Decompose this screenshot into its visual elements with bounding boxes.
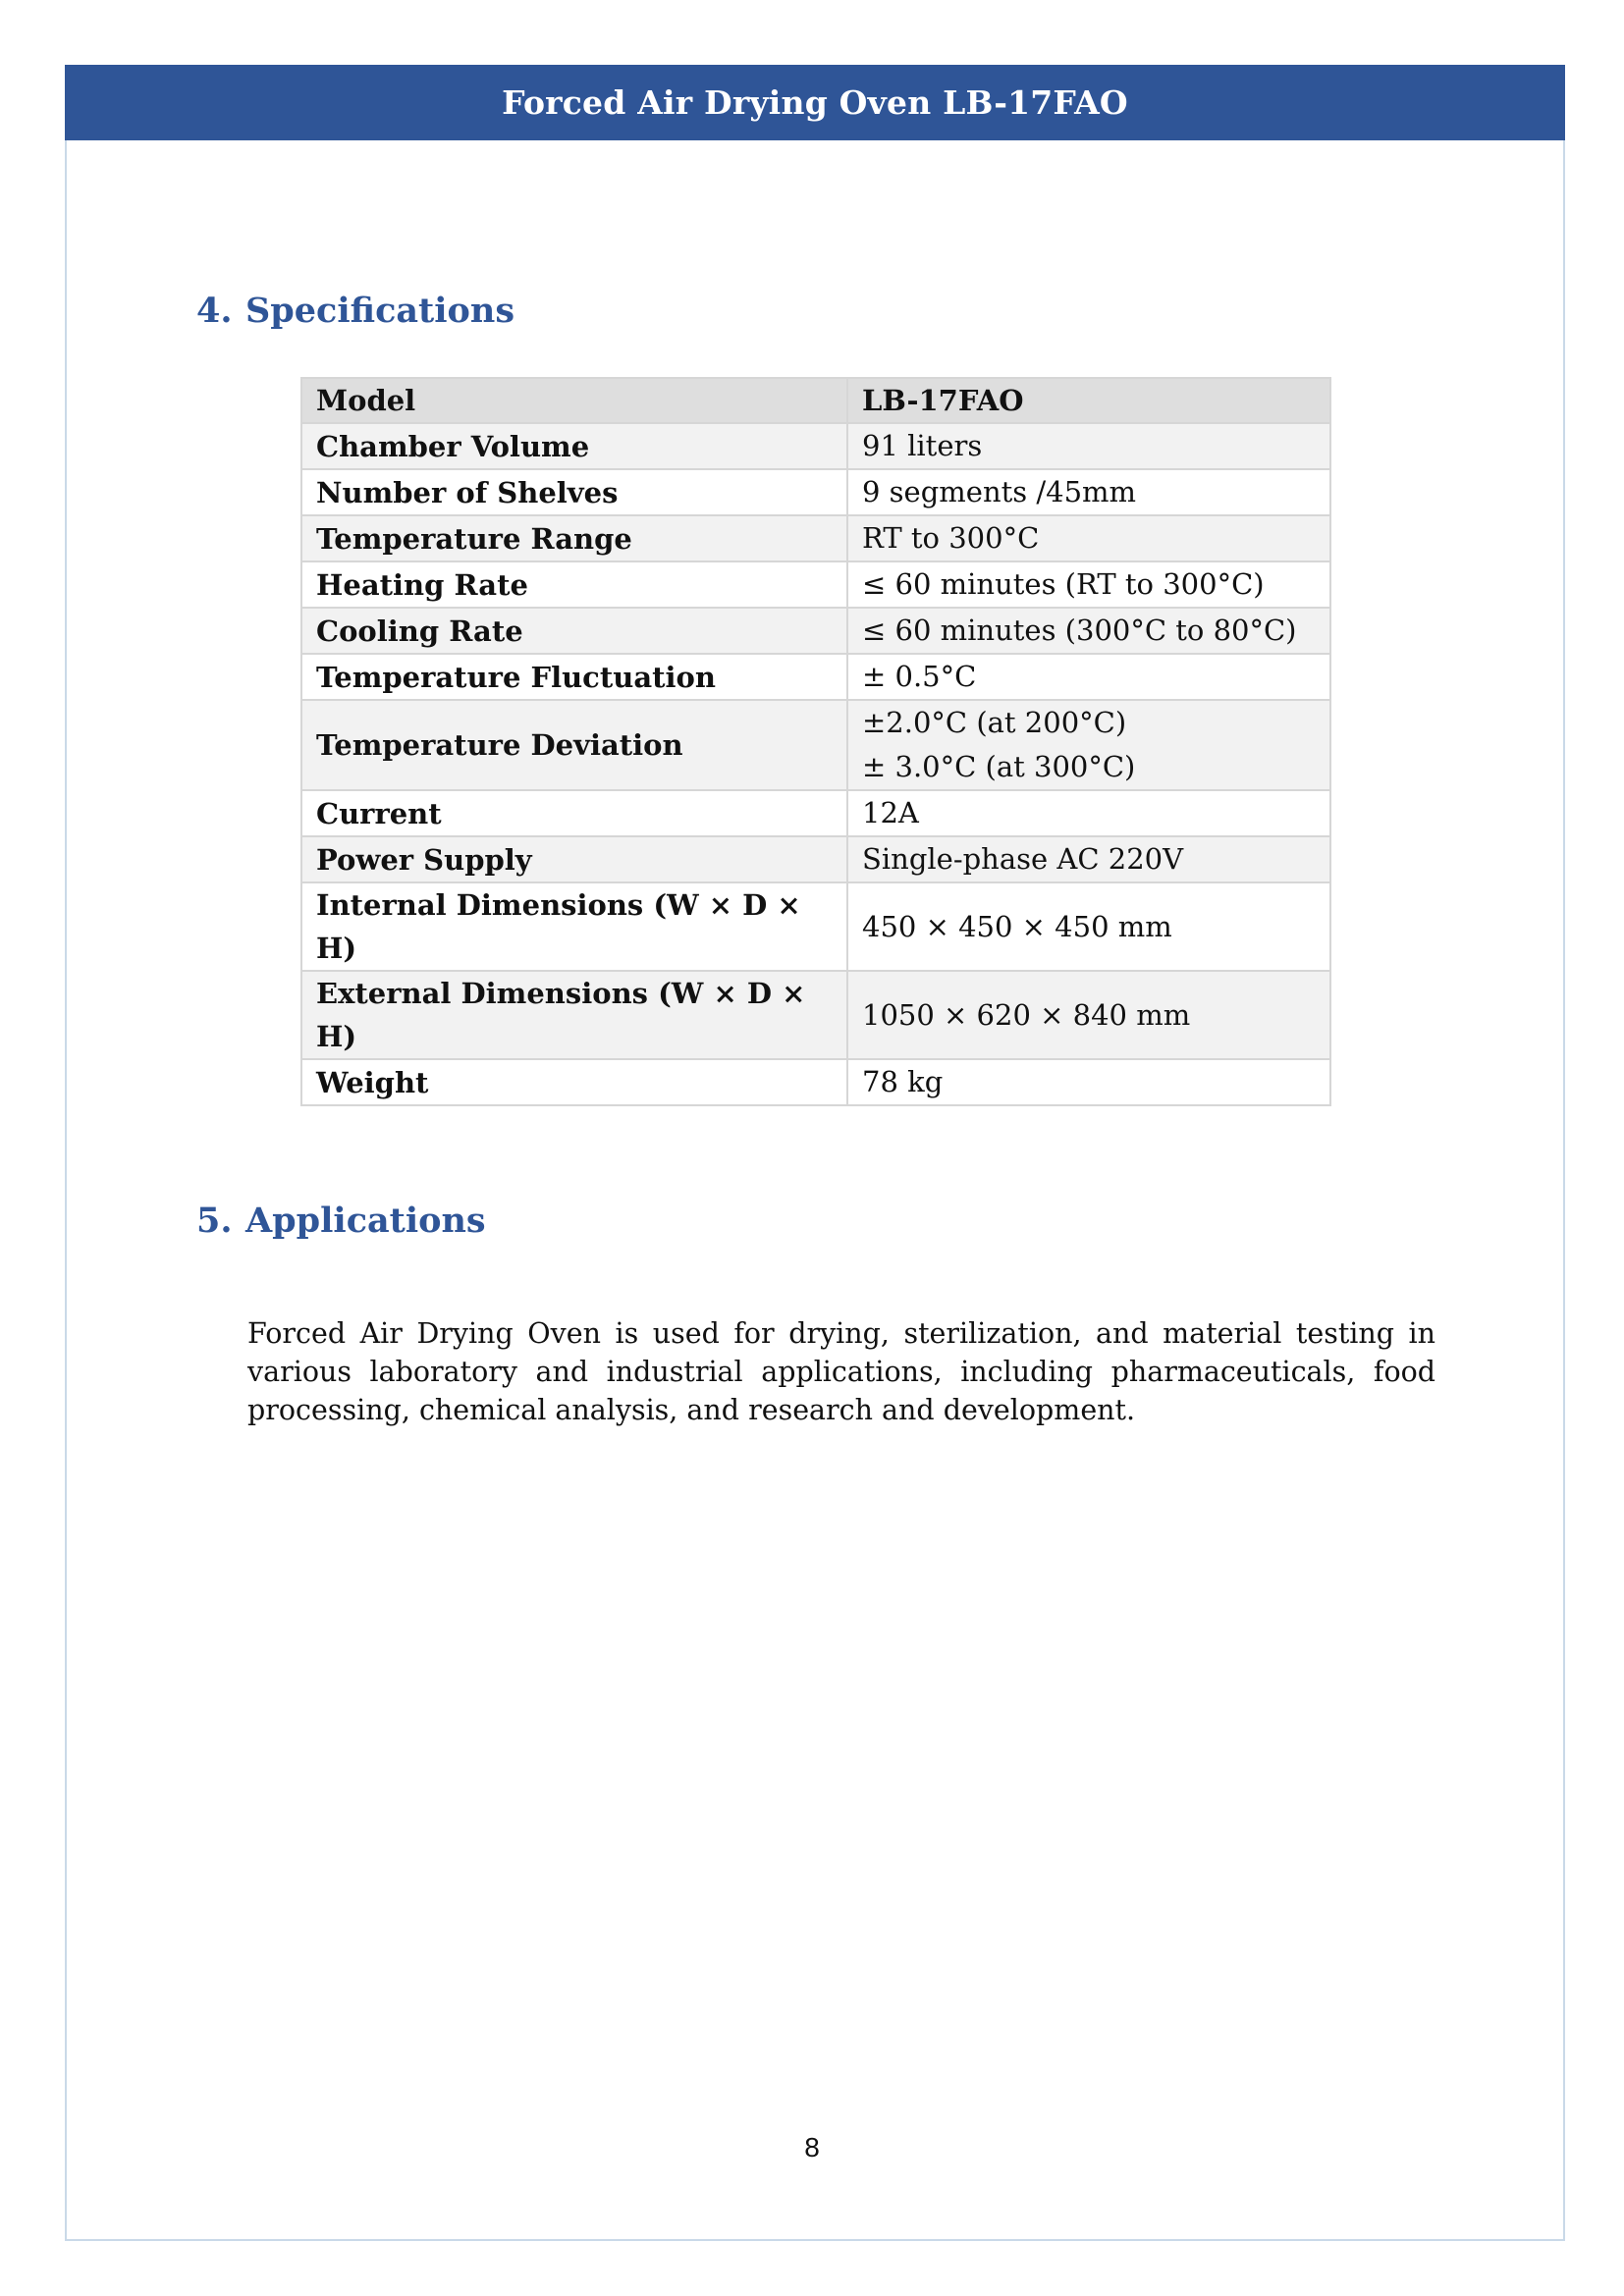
spec-value-line: 12A (862, 796, 919, 829)
document-title: Forced Air Drying Oven LB-17FAO (502, 83, 1128, 122)
spec-value-line: ≤ 60 minutes (300°C to 80°C) (862, 614, 1297, 647)
table-row (301, 1059, 1330, 1105)
applications-section-number: 5. (196, 1201, 233, 1241)
table-header-value: LB-17FAO (847, 378, 1330, 423)
table-row (301, 561, 1330, 608)
document-header-bar (65, 65, 1565, 140)
table-row (301, 700, 1330, 790)
specifications-section-number: 4. (196, 291, 233, 331)
spec-value (847, 561, 1330, 608)
table-row (301, 608, 1330, 654)
specifications-table (300, 377, 1331, 1106)
table-row (301, 790, 1330, 836)
spec-value-line: 78 kg (862, 1065, 944, 1098)
spec-label: External Dimensions (W × D × H) (301, 971, 847, 1059)
spec-value (847, 882, 1330, 971)
spec-value-line: ± 0.5°C (862, 660, 977, 693)
spec-value (847, 423, 1330, 469)
spec-value-line: Single-phase AC 220V (862, 842, 1184, 876)
table-row (301, 469, 1330, 515)
spec-value-line: ±2.0°C (at 200°C) (862, 706, 1127, 739)
spec-value (847, 515, 1330, 561)
spec-value (847, 654, 1330, 700)
table-row (301, 971, 1330, 1059)
spec-value (847, 836, 1330, 882)
table-header-label: Model (301, 378, 847, 423)
spec-label: Current (301, 790, 847, 836)
spec-value-line: ≤ 60 minutes (RT to 300°C) (862, 567, 1265, 601)
applications-section-title: Applications (245, 1201, 486, 1241)
specifications-heading (196, 291, 514, 331)
spec-value-line: 450 × 450 × 450 mm (862, 909, 1172, 943)
spec-label: Cooling Rate (301, 608, 847, 654)
spec-value (847, 608, 1330, 654)
spec-value (847, 790, 1330, 836)
table-header-row (301, 378, 1330, 423)
spec-label: Chamber Volume (301, 423, 847, 469)
spec-value (847, 971, 1330, 1059)
spec-label: Weight (301, 1059, 847, 1105)
page-number: 8 (804, 2132, 820, 2163)
table-row (301, 515, 1330, 561)
spec-label: Temperature Deviation (301, 700, 847, 790)
spec-label: Heating Rate (301, 561, 847, 608)
spec-value-line: 91 liters (862, 429, 983, 462)
spec-value-line: 1050 × 620 × 840 mm (862, 997, 1191, 1032)
spec-label: Internal Dimensions (W × D × H) (301, 882, 847, 971)
table-row (301, 654, 1330, 700)
table-row (301, 423, 1330, 469)
spec-value-line: 9 segments /45mm (862, 475, 1137, 508)
table-row (301, 836, 1330, 882)
spec-value (847, 1059, 1330, 1105)
applications-paragraph: Forced Air Drying Oven is used for drying, sterilization, and material testing in various laboratory and industrial applications, including pharmaceuticals, food processing, chemical analysis, and research and development. (247, 1316, 1435, 1426)
spec-label: Number of Shelves (301, 469, 847, 515)
spec-value-line: ± 3.0°C (at 300°C) (862, 750, 1136, 783)
spec-value (847, 469, 1330, 515)
spec-value (847, 700, 1330, 790)
spec-label: Power Supply (301, 836, 847, 882)
spec-value-line: RT to 300°C (862, 521, 1040, 555)
spec-label: Temperature Fluctuation (301, 654, 847, 700)
table-row (301, 882, 1330, 971)
spec-label: Temperature Range (301, 515, 847, 561)
specifications-section-title: Specifications (245, 291, 515, 331)
applications-heading (196, 1201, 486, 1241)
